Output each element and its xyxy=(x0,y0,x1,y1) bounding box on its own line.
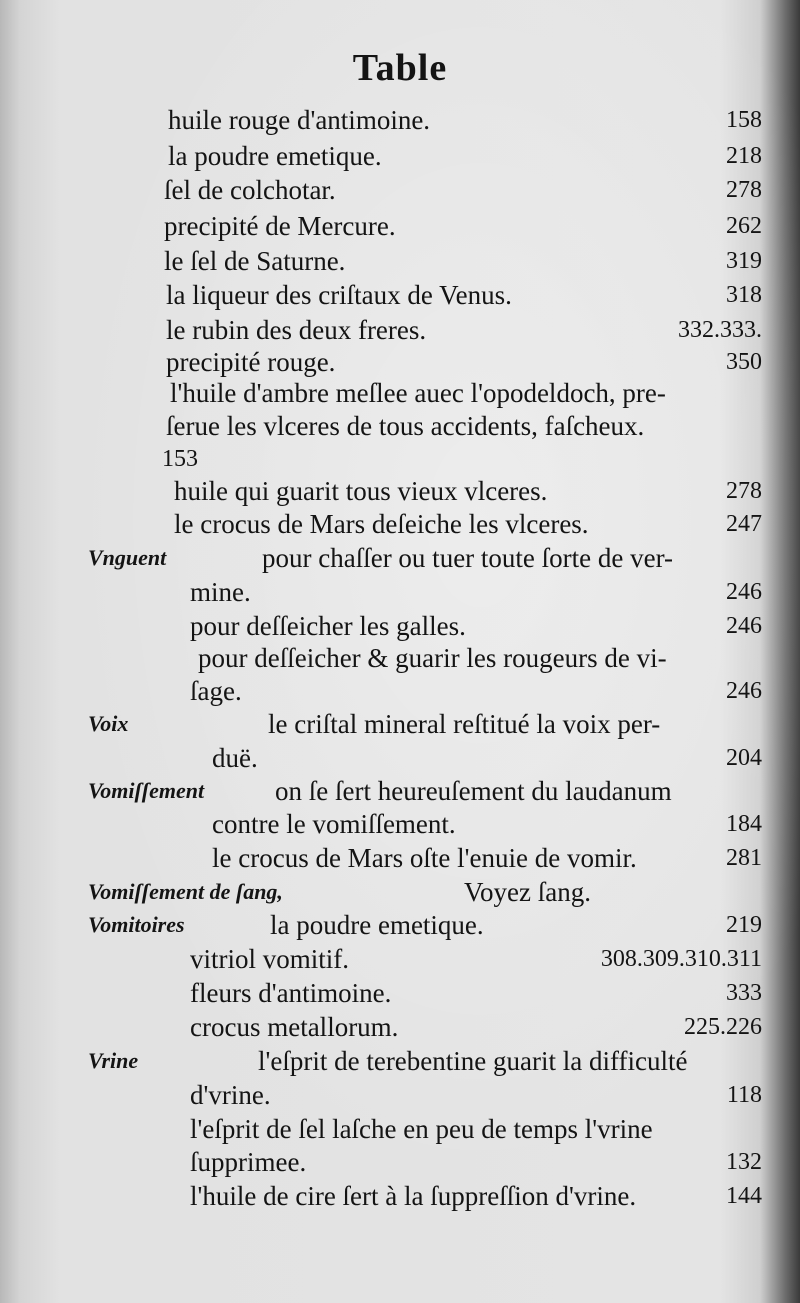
entry-text: precipité rouge. xyxy=(166,347,336,377)
entry-text: pour deſſeicher & guarir les rougeurs de vi- xyxy=(198,643,667,673)
entry-text: ſupprimee. xyxy=(190,1147,307,1177)
index-line xyxy=(0,506,800,542)
index-line xyxy=(0,740,800,776)
page-number: 318 xyxy=(726,282,762,308)
page-number: 281 xyxy=(726,845,762,871)
entry-text: Voyez ſang. xyxy=(464,877,591,907)
page-number: 333 xyxy=(726,980,762,1006)
page-number: 219 xyxy=(726,912,762,938)
entry-text: precipité de Mercure. xyxy=(164,211,396,241)
page-number: 184 xyxy=(726,811,762,837)
entry-text: ſerue les vlceres de tous accidents, faſcheux. xyxy=(166,411,645,441)
index-line xyxy=(0,277,800,313)
index-line xyxy=(0,473,800,509)
entry-text: contre le vomiſſement. xyxy=(212,809,456,839)
page-number: 262 xyxy=(726,213,762,239)
entry-text: l'eſprit de ſel laſche en peu de temps l'vrine xyxy=(190,1114,653,1144)
page-number: 158 xyxy=(726,107,762,133)
index-line xyxy=(0,673,800,709)
page-number: 204 xyxy=(726,745,762,771)
entry-text: l'huile de cire ſert à la ſuppreſſion d'vrine. xyxy=(190,1181,637,1211)
index-line xyxy=(0,640,800,676)
index-line xyxy=(0,1178,800,1214)
index-line xyxy=(0,706,800,742)
index-line xyxy=(0,1043,800,1079)
index-line xyxy=(0,1144,800,1180)
page-number: 225.226 xyxy=(684,1014,762,1040)
entry-text: fleurs d'antimoine. xyxy=(190,978,392,1008)
entry-text: vitriol vomitif. xyxy=(190,944,349,974)
index-line xyxy=(0,375,800,411)
entry-heading: Vomiſſement de ſang, xyxy=(88,879,283,904)
page-number: 153 xyxy=(162,446,198,472)
entry-text: huile rouge d'antimoine. xyxy=(168,105,431,135)
index-line xyxy=(0,773,800,809)
entry-heading: Vomitoires xyxy=(88,912,185,937)
index-line xyxy=(0,540,800,576)
entry-heading: Vnguent xyxy=(88,545,167,570)
index-line xyxy=(0,408,800,444)
entry-text: le ſel de Saturne. xyxy=(164,246,346,276)
page-number: 118 xyxy=(726,1082,762,1108)
entry-text: on ſe ſert heureuſement du laudanum xyxy=(275,776,672,806)
index-line xyxy=(0,172,800,208)
entry-heading: Voix xyxy=(88,711,129,736)
entry-text: l'huile d'ambre meſlee auec l'opodeldoch, pre- xyxy=(170,378,666,408)
entry-text: le crocus de Mars oſte l'enuie de vomir. xyxy=(212,843,637,873)
index-line xyxy=(0,1111,800,1147)
index-line xyxy=(0,874,800,910)
entry-heading: Vomiſſement xyxy=(88,778,205,803)
page-number: 246 xyxy=(726,613,762,639)
entry-text: la liqueur des criſtaux de Venus. xyxy=(166,280,512,310)
index-line xyxy=(0,941,800,977)
page-number: 247 xyxy=(726,511,762,537)
entry-text: crocus metallorum. xyxy=(190,1012,399,1042)
index-line xyxy=(0,102,800,138)
page-number: 132 xyxy=(726,1149,762,1175)
index-line xyxy=(0,574,800,610)
page-number: 246 xyxy=(726,579,762,605)
page-number: 319 xyxy=(726,248,762,274)
entry-text: l'eſprit de terebentine guarit la difficulté xyxy=(258,1046,688,1076)
page-number: 278 xyxy=(726,177,762,203)
page-number: 278 xyxy=(726,478,762,504)
entry-text: huile qui guarit tous vieux vlceres. xyxy=(174,476,548,506)
index-line xyxy=(0,1009,800,1045)
entry-text: pour deſſeicher les galles. xyxy=(190,611,466,641)
index-line xyxy=(0,138,800,174)
entry-heading: Vrine xyxy=(88,1048,139,1073)
page-number: 332.333. xyxy=(678,317,762,343)
index-line xyxy=(0,907,800,943)
entry-text: duë. xyxy=(212,743,258,773)
page-header: Table xyxy=(352,47,448,89)
index-line xyxy=(0,840,800,876)
page-number: 246 xyxy=(726,678,762,704)
entry-text: ſage. xyxy=(190,676,242,706)
index-line xyxy=(0,1077,800,1113)
page-number: 144 xyxy=(726,1183,762,1209)
entry-text: mine. xyxy=(190,577,251,607)
entry-text: pour chaſſer ou tuer toute ſorte de ver- xyxy=(262,543,674,573)
index-line xyxy=(0,806,800,842)
entry-text: le crocus de Mars deſeiche les vlceres. xyxy=(174,509,589,539)
entry-text: d'vrine. xyxy=(190,1080,271,1110)
entry-text: ſel de colchotar. xyxy=(164,175,336,205)
index-line xyxy=(0,312,800,348)
index-line xyxy=(0,441,800,477)
entry-text: la poudre emetique. xyxy=(270,910,484,940)
index-line xyxy=(0,243,800,279)
entry-text: le rubin des deux freres. xyxy=(166,315,427,345)
entry-text: la poudre emetique. xyxy=(168,141,382,171)
entry-text: le criſtal mineral reſtitué la voix per- xyxy=(268,709,661,739)
index-line xyxy=(0,608,800,644)
page-number: 218 xyxy=(726,143,762,169)
index-line xyxy=(0,975,800,1011)
index-line xyxy=(0,208,800,244)
page-number: 308.309.310.311 xyxy=(600,946,762,972)
page-number: 350 xyxy=(726,349,762,375)
